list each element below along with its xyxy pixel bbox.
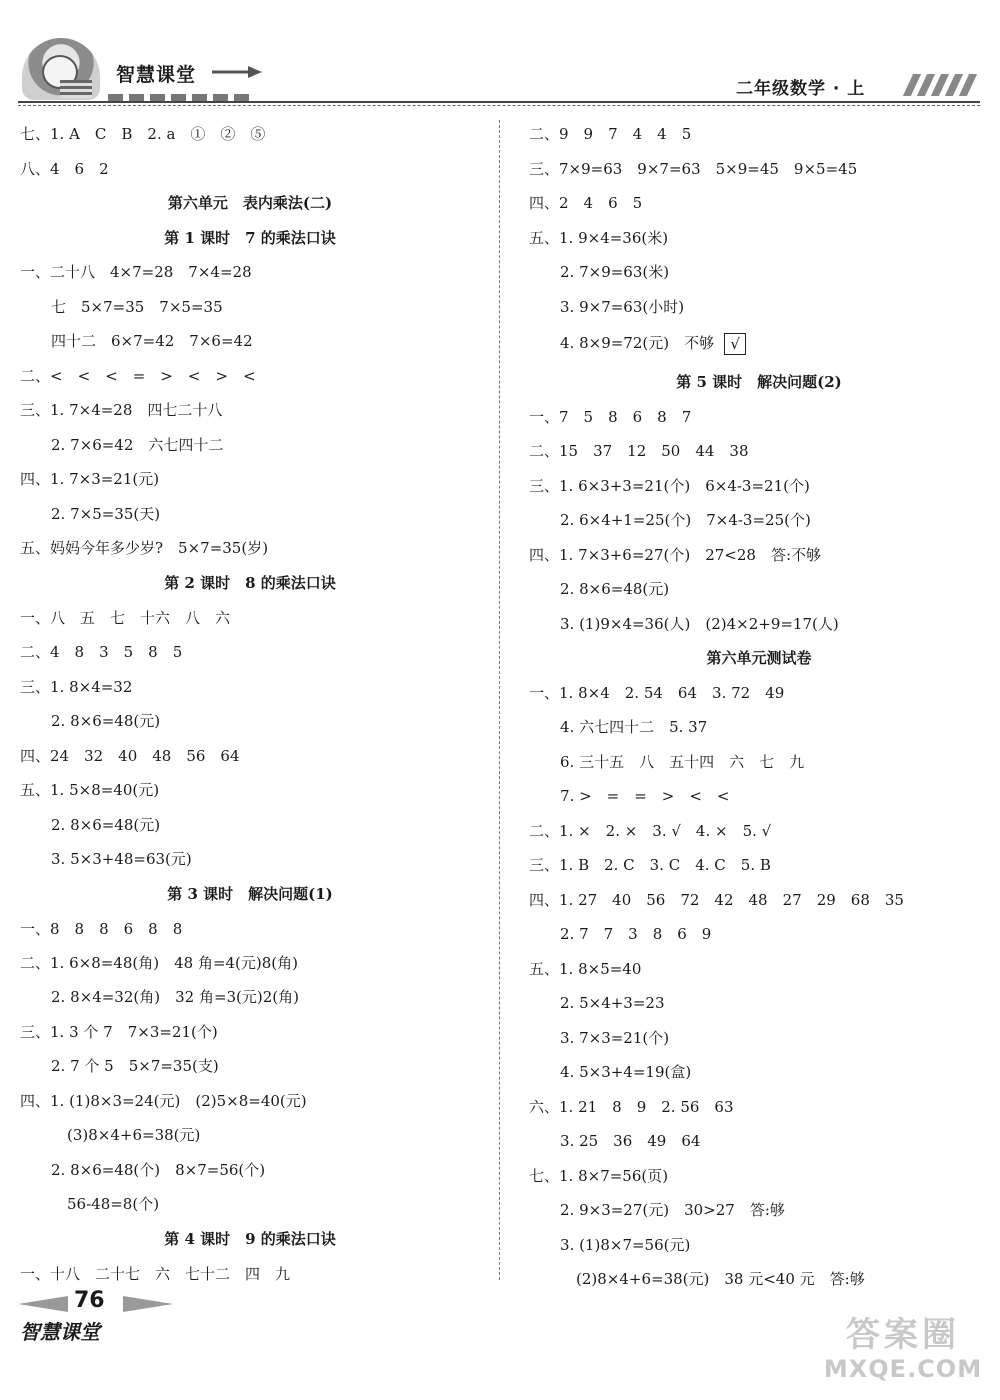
left-arrow-decoration — [18, 1296, 68, 1312]
answer-line: 二、9 9 7 4 4 5 — [529, 125, 692, 143]
answer-line: 一、8 8 8 6 8 8 — [20, 920, 183, 938]
column-divider — [499, 120, 500, 1280]
answer-line: 四、1. 7×3=21(元) — [20, 470, 160, 488]
answer-line: 四十二 6×7=42 7×6=42 — [51, 332, 253, 350]
answer-line: 二、4 8 3 5 8 5 — [20, 643, 183, 661]
answer-line: 二、15 37 12 50 44 38 — [529, 442, 749, 460]
answer-line: 2. 9×3=27(元) 30>27 答:够 — [560, 1201, 785, 1219]
answer-line: 2. 7 7 3 8 6 9 — [560, 925, 712, 943]
answer-line: 五、1. 8×5=40 — [529, 960, 642, 978]
answer-line: 六、1. 21 8 9 2. 56 63 — [529, 1098, 734, 1116]
answer-line: 三、1. 8×4=32 — [20, 678, 133, 696]
right-arrow-decoration — [123, 1296, 173, 1312]
header-brand: 智慧课堂 — [116, 64, 197, 86]
answer-line: 三、7×9=63 9×7=63 5×9=45 9×5=45 — [529, 160, 858, 178]
answer-line: 2. 8×6=48(元) — [51, 816, 161, 834]
answer-line: 八、4 6 2 — [20, 160, 109, 178]
answer-line: 七、1. 8×7=56(页) — [529, 1167, 669, 1185]
header-dashed-rule — [18, 105, 980, 106]
answer-line: 一、十八 二十七 六 七十二 四 九 — [20, 1265, 291, 1283]
answer-line: 4. 六七四十二 5. 37 — [560, 718, 708, 736]
answer-line: 二、< < < = > < > < — [20, 367, 256, 385]
answer-line: 四、1. (1)8×3=24(元) (2)5×8=40(元) — [20, 1092, 307, 1110]
checkmark-box: √ — [724, 333, 746, 355]
answer-line: 2. 8×6=48(元) — [51, 712, 161, 730]
answer-line: 2. 8×4=32(角) 32 角=3(元)2(角) — [51, 988, 300, 1006]
lesson-heading: 第 5 课时 解决问题(2) — [676, 373, 842, 391]
answer-line: 一、二十八 4×7=28 7×4=28 — [20, 263, 252, 281]
answer-line: 三、1. B 2. C 3. C 4. C 5. B — [529, 856, 771, 874]
answer-line-with-check — [560, 333, 746, 355]
answer-line: 2. 6×4+1=25(个) 7×4-3=25(个) — [560, 511, 811, 529]
lesson-heading: 第 1 课时 7 的乘法口诀 — [164, 229, 336, 247]
answer-line: 2. 7 个 5 5×7=35(支) — [51, 1057, 219, 1075]
answer-line: 七、1. A C B 2. a ① ② ⑤ — [20, 125, 266, 143]
answer-line: 四、24 32 40 48 56 64 — [20, 747, 240, 765]
answer-line: 3. (1)8×7=56(元) — [560, 1236, 691, 1254]
answer-line: 二、1. × 2. × 3. √ 4. × 5. √ — [529, 822, 772, 840]
page-number-badge — [18, 1288, 158, 1314]
answer-line: 6. 三十五 八 五十四 六 七 九 — [560, 753, 805, 771]
answer-line: (2)8×4+6=38(元) 38 元<40 元 答:够 — [576, 1270, 865, 1288]
answer-line: 一、1. 8×4 2. 54 64 3. 72 49 — [529, 684, 785, 702]
answer-line: 一、7 5 8 6 8 7 — [529, 408, 692, 426]
answer-line: 3. 5×3+48=63(元) — [51, 850, 192, 868]
answer-line: 3. 25 36 49 64 — [560, 1132, 701, 1150]
answer-line: 56-48=8(个) — [67, 1195, 160, 1213]
page-header — [0, 0, 1000, 110]
answer-line: 7. > = = > < < — [560, 787, 730, 805]
footer-brand: 智慧课堂 — [20, 1320, 100, 1344]
answer-line: 三、1. 3 个 7 7×3=21(个) — [20, 1023, 218, 1041]
arrow-icon — [212, 66, 262, 78]
answer-line: 4. 5×3+4=19(盒) — [560, 1063, 692, 1081]
answer-line: 3. 9×7=63(小时) — [560, 298, 685, 316]
answer-line: 三、1. 7×4=28 四七二十八 — [20, 401, 223, 419]
answer-line: 2. 8×6=48(元) — [560, 580, 670, 598]
watermark-title: 答案圈 — [846, 1315, 960, 1355]
answer-line: 二、1. 6×8=48(角) 48 角=4(元)8(角) — [20, 954, 299, 972]
lesson-heading: 第 4 课时 9 的乘法口诀 — [164, 1230, 336, 1248]
lesson-heading: 第 2 课时 8 的乘法口诀 — [164, 574, 336, 592]
section-heading: 第六单元 表内乘法(二) — [167, 194, 333, 212]
answer-line: 一、八 五 七 十六 八 六 — [20, 609, 231, 627]
header-decoration-stripes — [908, 74, 978, 100]
section-heading: 第六单元测试卷 — [706, 649, 812, 667]
answer-line: 五、1. 9×4=36(米) — [529, 229, 669, 247]
answer-text: 4. 8×9=72(元) 不够 — [560, 334, 715, 352]
answer-line: 四、1. 7×3+6=27(个) 27<28 答:不够 — [529, 546, 822, 564]
answer-line: 四、2 4 6 5 — [529, 194, 643, 212]
answer-line: 四、1. 27 40 56 72 42 48 27 29 68 35 — [529, 891, 904, 909]
answer-line: 三、1. 6×3+3=21(个) 6×4-3=21(个) — [529, 477, 810, 495]
answer-line: 2. 7×6=42 六七四十二 — [51, 436, 224, 454]
answer-line: 五、1. 5×8=40(元) — [20, 781, 160, 799]
book-stack-illustration — [60, 80, 92, 98]
answer-line: 2. 8×6=48(个) 8×7=56(个) — [51, 1161, 266, 1179]
watermark-url: MXQE.COM — [823, 1355, 983, 1383]
answer-line: 3. 7×3=21(个) — [560, 1029, 670, 1047]
answer-line: 七 5×7=35 7×5=35 — [51, 298, 223, 316]
answer-line: 2. 7×5=35(天) — [51, 505, 161, 523]
answer-line: 3. (1)9×4=36(人) (2)4×2+9=17(人) — [560, 615, 839, 633]
answer-line: 2. 5×4+3=23 — [560, 994, 665, 1012]
header-rule — [18, 101, 980, 103]
page-number: 76 — [74, 1288, 105, 1313]
answer-line: (3)8×4+6=38(元) — [67, 1126, 201, 1144]
watermark — [818, 1316, 988, 1392]
lesson-heading: 第 3 课时 解决问题(1) — [167, 885, 333, 903]
subject-title: 二年级数学 · 上 — [736, 79, 866, 99]
answer-line: 五、妈妈今年多少岁? 5×7=35(岁) — [20, 539, 269, 557]
answer-line: 2. 7×9=63(米) — [560, 263, 670, 281]
